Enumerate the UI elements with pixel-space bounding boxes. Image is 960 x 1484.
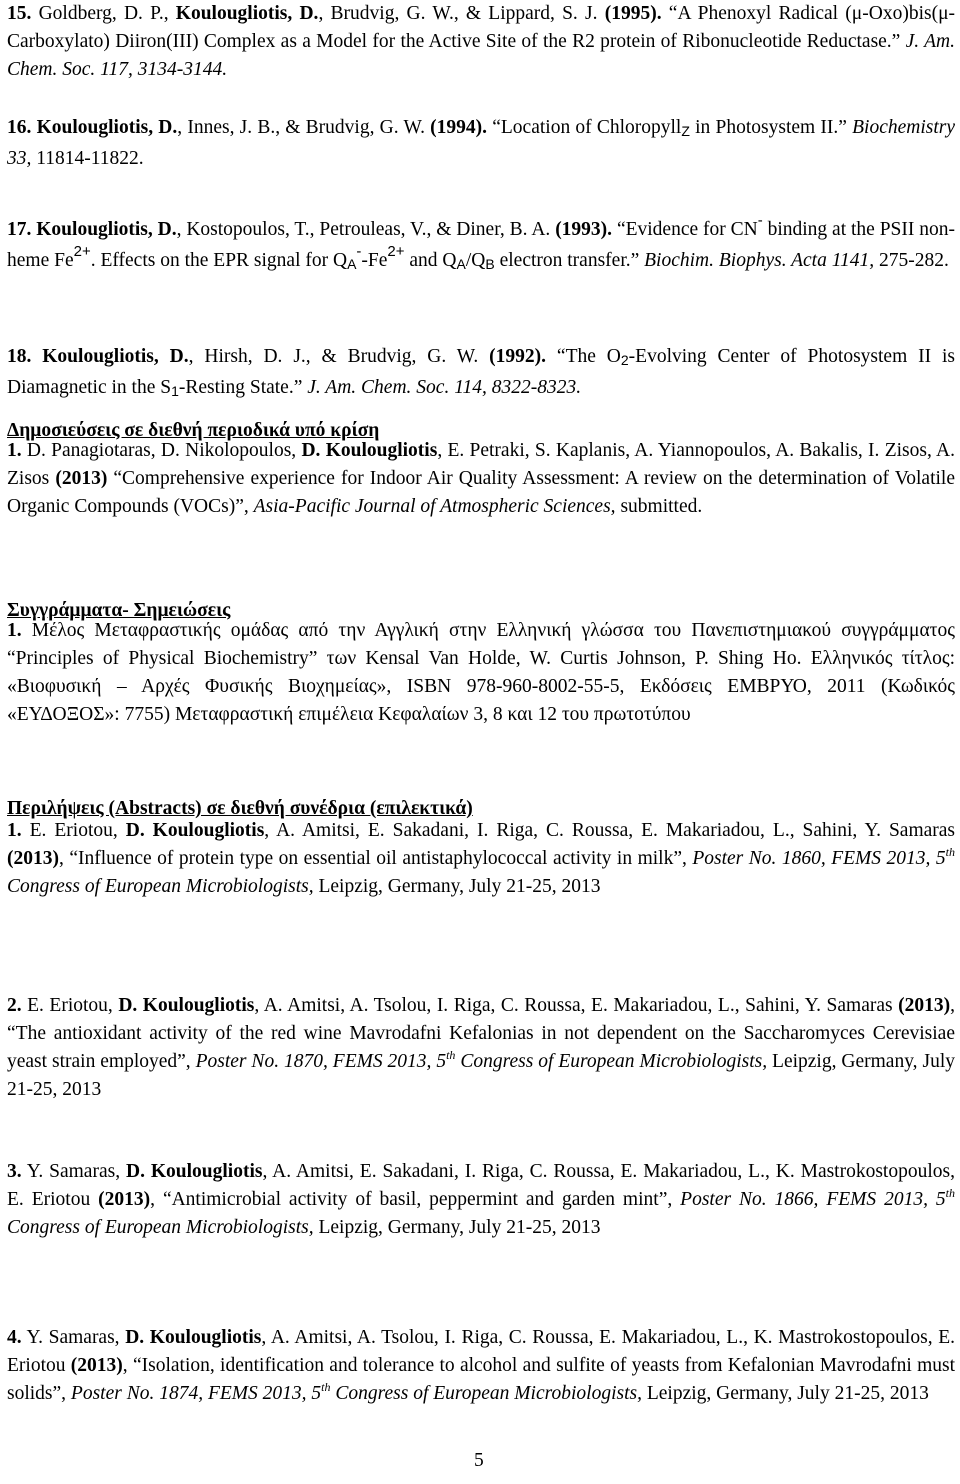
section-heading-intl-publications: Δημοσιεύσεις σε διεθνή περιοδικά υπό κρίση	[7, 420, 380, 441]
ref-title: “Evidence for CN	[612, 219, 758, 240]
item-authors: , A. Amitsi, A. Tsolou, I. Riga, C. Roussa, E. Makariadou, L., K. Mastrokostopoulos, E. Eriotou	[7, 1327, 955, 1376]
item-authors: , A. Amitsi, A. Tsolou, I. Riga, C. Roussa, E. Makariadou, L., Sahini, Y. Samaras	[254, 995, 899, 1016]
ref-author-highlight: Koulougliotis, D.	[42, 346, 189, 367]
item-poster: Poster No. 1874, FEMS 2013, 5	[70, 1383, 322, 1404]
item-author-highlight: D. Koulougliotis	[125, 1327, 262, 1348]
ref-pages: 11814-11822.	[31, 148, 144, 169]
item-congress: Congress of European Microbiologists,	[455, 1051, 768, 1072]
ordinal-suffix: th	[945, 845, 955, 859]
abstract-item-4	[7, 1324, 955, 1408]
ref-title: “Location of Chloropyll	[487, 117, 682, 138]
item-text: Μέλος Μεταφραστικής ομάδας από την Αγγλική στην Ελληνική γλώσσα του Πανεπιστημιακού συγγράμματος “Principles of Physical Biochemistry” των Kensal Van Holde, W. Curtis Johnson, P. Shing Ho. Ελληνικός τίτλος: «Βιοφυσική – Αρχές Φυσικής Βιοχημείας», ISBN 978-960-8002-55-5, Εκδόσεις ΕΜΒΡΥΟ, 2011 (Κωδικός «ΕΥΔΟΞΟΣ»: 7755) Μεταφραστική επιμέλεια Κεφαλαίων 3, 8 και 12 του πρωτοτύπου	[7, 620, 955, 725]
item-year: (2013)	[55, 468, 108, 489]
item-poster: Poster No. 1870, FEMS 2013, 5	[195, 1051, 447, 1072]
reference-18	[7, 343, 955, 405]
item-congress: Congress of European Microbiologists,	[330, 1383, 642, 1404]
ref-title: -Evolving Center of Photosystem II is Diamagnetic in the S	[7, 346, 956, 398]
item-authors: Y. Samaras,	[21, 1161, 126, 1182]
item-title: “Comprehensive experience for Indoor Air Quality Assessment: A review on the determination of Volatile Organic Compounds (VOCs)”,	[7, 468, 955, 517]
item-congress: Congress of European Microbiologists,	[7, 1217, 314, 1238]
ref-title: “A Phenoxyl Radical (μ-Oxo)bis(μ-Carboxylato) Diiron(III) Complex as a Model for the Active Site of the R2 protein of Ribonucleotide Reductase.”	[7, 3, 956, 52]
item-title: , “Antimicrobial activity of basil, peppermint and garden mint”,	[150, 1189, 681, 1210]
item-number: 1.	[7, 820, 22, 841]
ref-title: -Resting State.”	[178, 377, 303, 398]
intl-publication-1	[7, 437, 955, 521]
subscript: B	[485, 256, 495, 272]
item-location-date: Leipzig, Germany, July 21-25, 2013	[7, 1051, 955, 1100]
ref-year: (1994).	[430, 117, 488, 138]
item-status: submitted.	[615, 496, 703, 517]
item-number: 1.	[7, 440, 22, 461]
superscript: 2+	[387, 243, 405, 260]
item-congress: Congress of European Microbiologists,	[7, 876, 314, 897]
reference-16	[7, 114, 955, 173]
item-poster: Poster No. 1860, FEMS 2013, 5	[692, 848, 946, 869]
abstract-item-3	[7, 1158, 955, 1242]
ref-pages: 8322-8323.	[486, 377, 582, 398]
subscript: 2	[620, 352, 629, 368]
item-authors: , A. Amitsi, E. Sakadani, I. Riga, C. Roussa, E. Makariadou, L., Sahini, Y. Samaras	[264, 820, 956, 841]
ref-journal: Biochim. Biophys. Acta 1141,	[639, 250, 875, 271]
abstract-item-1	[7, 817, 955, 901]
item-author-highlight: D. Koulougliotis	[125, 820, 265, 841]
item-number: 3.	[7, 1161, 22, 1182]
ref-title: electron transfer.”	[494, 250, 640, 271]
item-location-date: Leipzig, Germany, July 21-25, 2013	[641, 1383, 929, 1404]
ref-authors: Goldberg, D. P.,	[38, 3, 176, 24]
ref-number: 16.	[7, 117, 37, 138]
superscript: 2+	[73, 243, 91, 260]
reference-17	[7, 214, 955, 280]
item-author-highlight: D. Koulougliotis	[118, 995, 255, 1016]
ref-title: . Effects on the EPR signal for Q	[90, 250, 348, 271]
item-year: (2013)	[70, 1355, 123, 1376]
ref-title: in Photosystem II.”	[689, 117, 847, 138]
item-location-date: Leipzig, Germany, July 21-25, 2013	[313, 876, 601, 897]
item-number: 4.	[7, 1327, 22, 1348]
item-title: , “The antioxidant activity of the red wine Mavrodafni Kefalonias in not dependent on the Saccharomyces Cerevisiae yeast strain employed”,	[7, 995, 955, 1072]
item-number: 1.	[7, 620, 22, 641]
ref-year: (1993).	[555, 219, 613, 240]
ref-authors: , Hirsh, D. J., & Brudvig, G. W.	[188, 346, 490, 367]
ref-title: binding at the PSII non-heme Fe	[7, 219, 956, 271]
ref-volume-pages: 117, 3134-3144.	[95, 59, 228, 80]
ref-journal: Biochemistry 33,	[7, 117, 956, 169]
ref-number: 18.	[7, 346, 43, 367]
abstract-item-2	[7, 992, 955, 1104]
book-item-1	[7, 617, 955, 729]
item-authors: E. Eriotou,	[21, 820, 126, 841]
item-year: (2013)	[7, 848, 59, 869]
ref-pages: 275-282.	[874, 250, 949, 271]
item-authors: , A. Amitsi, E. Sakadani, I. Riga, C. Roussa, E. Makariadou, L., K. Mastrokostopoulos, E. Eriotou	[7, 1161, 955, 1210]
subscript: 1	[171, 383, 179, 399]
ref-author-highlight: Koulougliotis, D.	[175, 3, 319, 24]
ordinal-suffix: th	[321, 1380, 331, 1394]
subscript: A	[347, 256, 357, 272]
ordinal-suffix: th	[945, 1186, 956, 1200]
item-title: , “Influence of protein type on essential oil antistaphylococcal activity in milk”,	[59, 848, 693, 869]
ref-journal: J. Am. Chem. Soc.	[7, 31, 955, 80]
section-heading-books: Συγγράμματα- Σημειώσεις	[7, 600, 231, 621]
ref-author-highlight: Koulougliotis, D.	[36, 219, 177, 240]
ref-title: and Q	[404, 250, 457, 271]
ref-authors: , Innes, J. B., & Brudvig, G. W.	[177, 117, 431, 138]
ref-year: (1995).	[604, 3, 662, 24]
item-location-date: Leipzig, Germany, July 21-25, 2013	[313, 1217, 601, 1238]
ref-title: /Q	[465, 250, 486, 271]
ref-title: “The O	[546, 346, 621, 367]
section-heading-abstracts: Περιλήψεις (Abstracts) σε διεθνή συνέδρια (επιλεκτικά)	[7, 798, 473, 819]
item-journal: Asia-Pacific Journal of Atmospheric Sciences,	[253, 496, 616, 517]
reference-15	[7, 0, 955, 84]
ref-year: (1992).	[489, 346, 547, 367]
item-authors: E. Eriotou,	[21, 995, 119, 1016]
ref-title: -Fe	[361, 250, 388, 271]
item-author-highlight: D. Koulougliotis	[301, 440, 438, 461]
item-year: (2013)	[98, 1189, 151, 1210]
item-authors: D. Panagiotaras, D. Nikolopoulos,	[21, 440, 302, 461]
item-title: , “Isolation, identification and tolerance to alcohol and sulfite of yeasts from Kefalonian Mavrodafni must solids”,	[7, 1355, 955, 1404]
ref-journal: J. Am. Chem. Soc. 114,	[302, 377, 487, 398]
ref-author-highlight: Koulougliotis, D.	[36, 117, 178, 138]
page-number: 5	[474, 1450, 484, 1471]
subscript: Z	[681, 123, 690, 139]
ref-number: 17.	[7, 219, 37, 240]
item-authors: , E. Petraki, S. Kaplanis, A. Yiannopoulos, A. Bakalis, I. Zisos, A. Zisos	[7, 440, 955, 489]
subscript: A	[456, 256, 466, 272]
superscript: -	[757, 212, 763, 229]
item-authors: Y. Samaras,	[21, 1327, 126, 1348]
item-poster: Poster No. 1866, FEMS 2013, 5	[680, 1189, 946, 1210]
item-year: (2013)	[898, 995, 951, 1016]
ordinal-suffix: th	[446, 1048, 456, 1062]
ref-authors: , Kostopoulos, T., Petrouleas, V., & Diner, B. A.	[176, 219, 556, 240]
ref-number: 15.	[7, 3, 39, 24]
item-author-highlight: D. Koulougliotis	[125, 1161, 263, 1182]
ref-authors: , Brudvig, G. W., & Lippard, S. J.	[318, 3, 605, 24]
superscript: -	[356, 243, 362, 260]
item-number: 2.	[7, 995, 22, 1016]
